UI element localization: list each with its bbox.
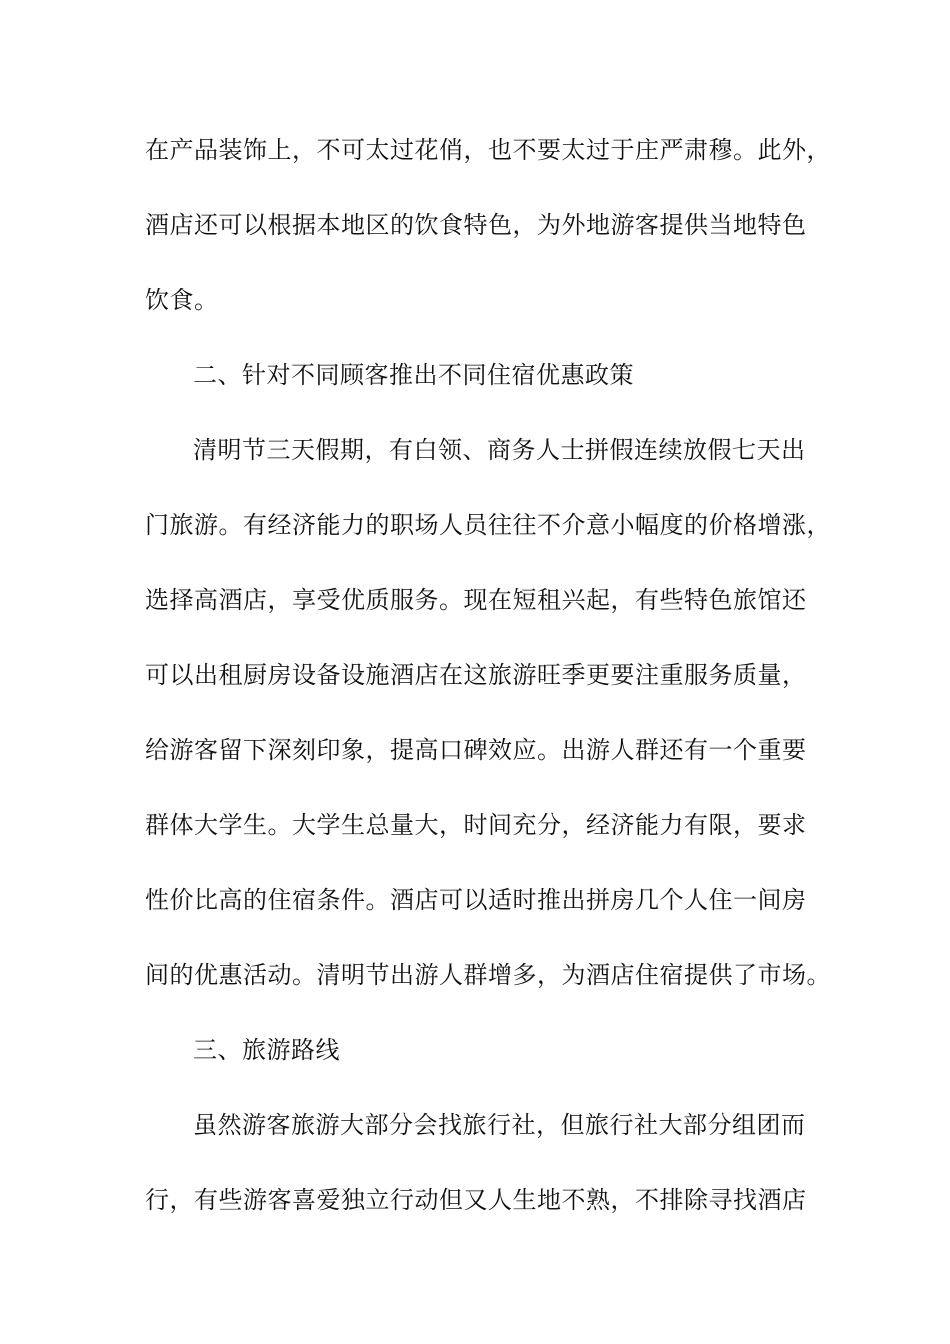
paragraph-line: 选择高酒店，享受优质服务。现在短租兴起，有些特色旅馆还 bbox=[145, 586, 807, 614]
paragraph-line: 群体大学生。大学生总量大，时间充分，经济能力有限，要求 bbox=[145, 811, 807, 839]
paragraph-line: 间的优惠活动。清明节出游人群增多，为酒店住宿提供了市场。 bbox=[145, 961, 831, 989]
paragraph-line: 门旅游。有经济能力的职场人员往往不介意小幅度的价格增涨， bbox=[145, 511, 831, 539]
section-heading: 三、旅游路线 bbox=[193, 1036, 340, 1064]
paragraph-line: 行，有些游客喜爱独立行动但又人生地不熟，不排除寻找酒店 bbox=[145, 1186, 807, 1214]
paragraph-line: 虽然游客旅游大部分会找旅行社，但旅行社大部分组团而 bbox=[193, 1111, 806, 1139]
paragraph-line: 在产品装饰上，不可太过花俏，也不要太过于庄严肃穆。此外， bbox=[145, 136, 831, 164]
paragraph-line: 性价比高的住宿条件。酒店可以适时推出拼房几个人住一间房 bbox=[145, 886, 807, 914]
paragraph-line: 可以出租厨房设备设施酒店在这旅游旺季更要注重服务质量， bbox=[145, 661, 807, 689]
paragraph-line: 饮食。 bbox=[145, 286, 219, 314]
paragraph-line: 清明节三天假期，有白领、商务人士拼假连续放假七天出 bbox=[193, 436, 806, 464]
paragraph-line: 酒店还可以根据本地区的饮食特色，为外地游客提供当地特色 bbox=[145, 211, 807, 239]
paragraph-line: 给游客留下深刻印象，提高口碑效应。出游人群还有一个重要 bbox=[145, 736, 807, 764]
section-heading: 二、针对不同顾客推出不同住宿优惠政策 bbox=[193, 361, 634, 389]
